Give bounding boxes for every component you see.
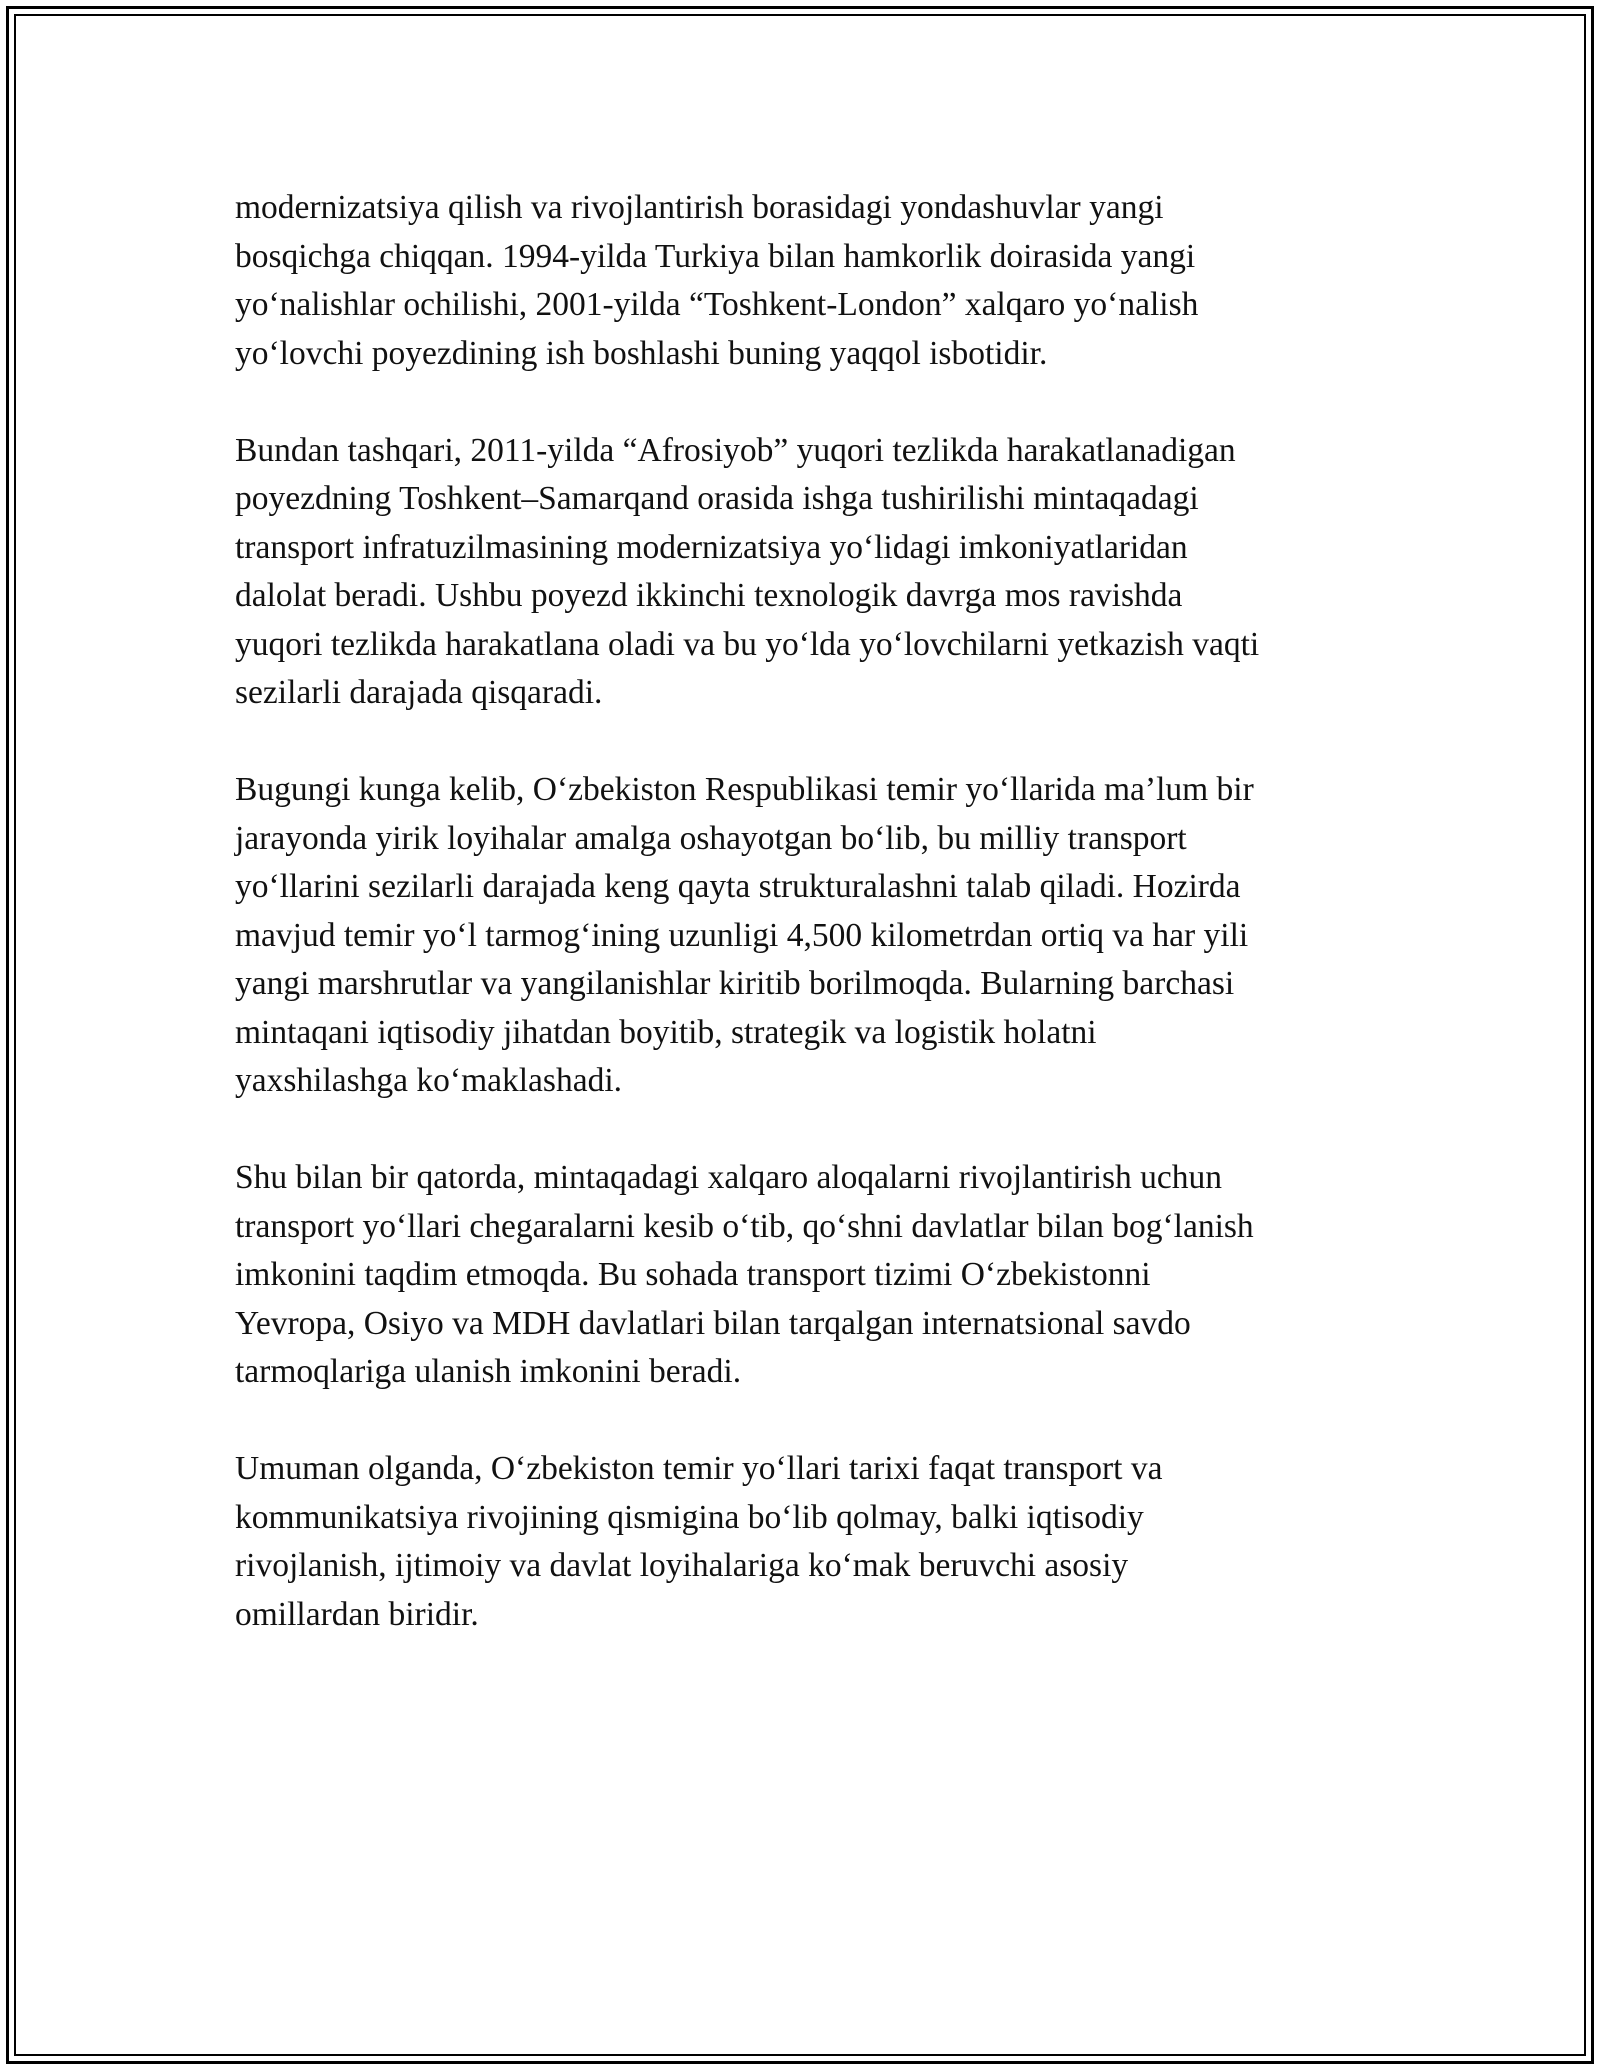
paragraph-2	[235, 427, 1365, 718]
text-line: dalolat beradi. Ushbu poyezd ikkinchi texnologik davrga mos ravishda	[235, 577, 1183, 614]
paragraph-3	[235, 766, 1365, 1106]
text-line: bosqichga chiqqan. 1994-yilda Turkiya bilan hamkorlik doirasida yangi	[235, 237, 1196, 275]
text-line: yangi marshrutlar va yangilanishlar kiritib borilmoqda. Bularning barchasi	[235, 965, 1235, 1002]
text-line: Bugungi kunga kelib, O‘zbekiston Respublikasi temir yo‘llarida ma’lum bir	[235, 771, 1254, 808]
text-line: rivojlanish, ijtimoiy va davlat loyihalariga ko‘mak beruvchi asosiy	[235, 1547, 1129, 1584]
text-line: mavjud temir yo‘l tarmog‘ining uzunligi 4,500 kilometrdan ortiq va har yili	[235, 916, 1249, 954]
text-line: yo‘nalishlar ochilishi, 2001-yilda “Toshkent-London” xalqaro yo‘nalish	[235, 286, 1199, 323]
document-body	[235, 184, 1365, 1688]
text-line: imkonini taqdim etmoqda. Bu sohada transport tizimi O‘zbekistonni	[235, 1256, 1151, 1293]
text-line: poyezdning Toshkent–Samarqand orasida ishga tushirilishi mintaqadagi	[235, 480, 1199, 517]
paragraph-5	[235, 1445, 1365, 1639]
text-line: omillardan biridir.	[235, 1595, 479, 1633]
text-line: yo‘llarini sezilarli darajada keng qayta strukturalashni talab qiladi. Hozirda	[235, 868, 1241, 905]
paragraph-4	[235, 1154, 1365, 1397]
text-line: yuqori tezlikda harakatlana oladi va bu yo‘lda yo‘lovchilarni yetkazish vaqti	[235, 625, 1260, 663]
text-line: mintaqani iqtisodiy jihatdan boyitib, strategik va logistik holatni	[235, 1013, 1097, 1051]
text-line: transport yo‘llari chegaralarni kesib o‘tib, qo‘shni davlatlar bilan bog‘lanish	[235, 1207, 1254, 1245]
text-line: Bundan tashqari, 2011-yilda “Afrosiyob” yuqori tezlikda harakatlanadigan	[235, 431, 1236, 469]
text-line: transport infratuzilmasining modernizatsiya yo‘lidagi imkoniyatlaridan	[235, 528, 1188, 566]
text-line: Shu bilan bir qatorda, mintaqadagi xalqaro aloqalarni rivojlantirish uchun	[235, 1159, 1223, 1196]
text-line: yaxshilashga ko‘maklashadi.	[235, 1062, 623, 1099]
text-line: jarayonda yirik loyihalar amalga oshayotgan bo‘lib, bu milliy transport	[235, 819, 1187, 857]
paragraph-1	[235, 184, 1365, 378]
text-line: yo‘lovchi poyezdining ish boshlashi buning yaqqol isbotidir.	[235, 334, 1048, 372]
text-line: Umuman olganda, O‘zbekiston temir yo‘llari tarixi faqat transport va	[235, 1450, 1163, 1487]
text-line: sezilarli darajada qisqaradi.	[235, 674, 603, 711]
text-line: tarmoqlariga ulanish imkonini beradi.	[235, 1353, 742, 1390]
text-line: modernizatsiya qilish va rivojlantirish borasidagi yondashuvlar yangi	[235, 189, 1164, 226]
text-line: Yevropa, Osiyo va MDH davlatlari bilan tarqalgan internatsional savdo	[235, 1304, 1191, 1342]
text-line: kommunikatsiya rivojining qismigina bo‘lib qolmay, balki iqtisodiy	[235, 1498, 1144, 1536]
